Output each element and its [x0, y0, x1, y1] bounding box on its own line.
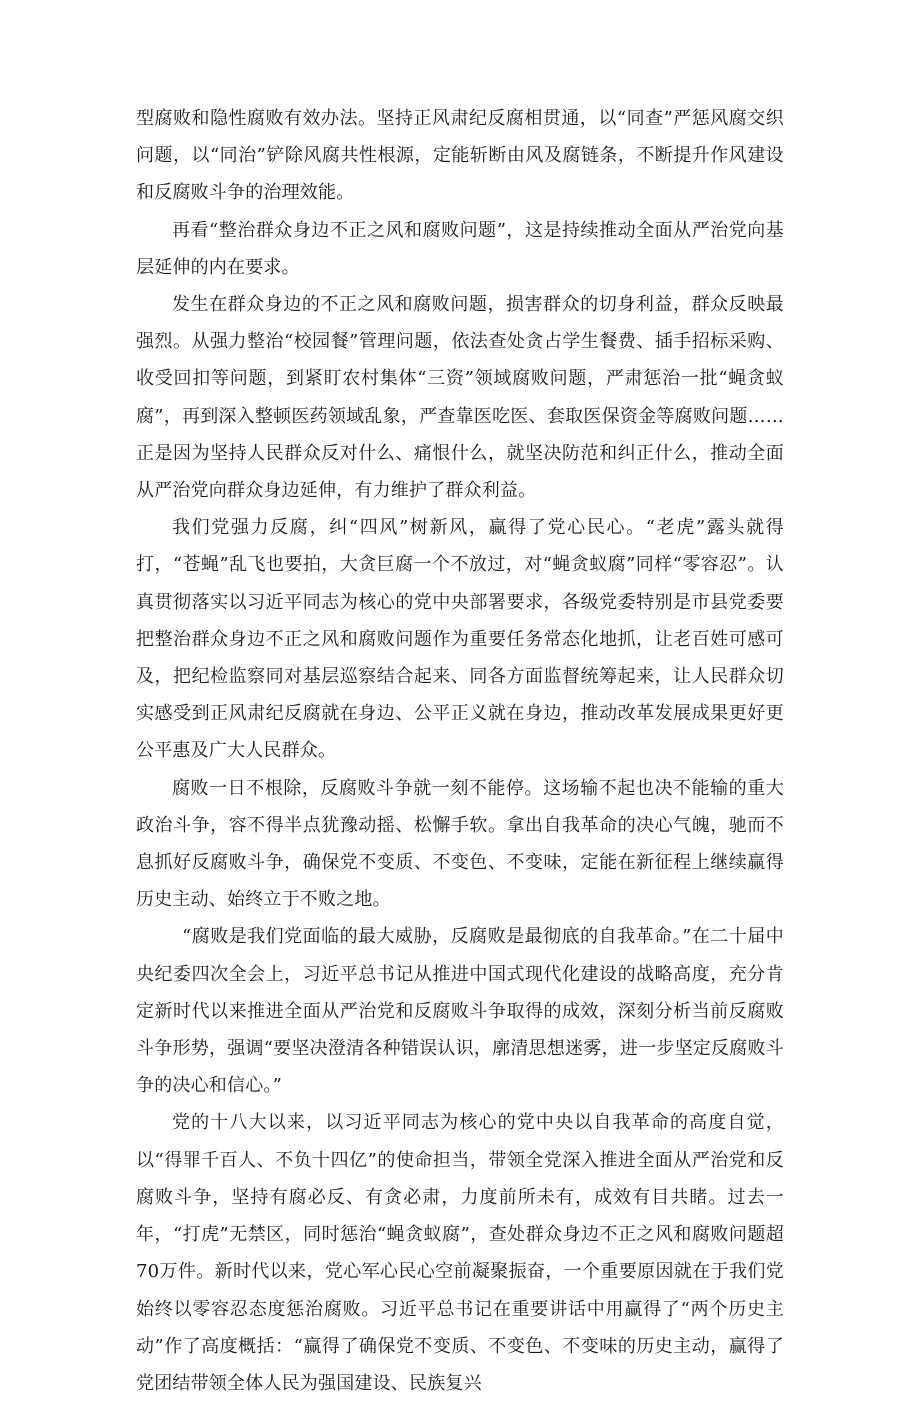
paragraph-6: “腐败是我们党面临的最大威胁，反腐败是最彻底的自我革命。”在二十届中央纪委四次全会上，习近平总书记从推进中国式现代化建设的战略高度，充分肯定新时代以来推进全面从严治党和反腐败斗争取得的成效，深刻分析当前反腐败斗争形势，强调“要坚决澄清各种错误认识，廓清思想迷雾，进一步坚定反腐败斗争的决心和信心。” — [136, 926, 784, 1097]
paragraph-1: 型腐败和隐性腐败有效办法。坚持正风肃纪反腐相贯通，以“同查”严惩风腐交织问题，以“同治”铲除风腐共性根源，定能斩断由风及腐链条，不断提升作风建设和反腐败斗争的治理效能。 — [136, 108, 784, 204]
paragraph-5: 腐败一日不根除，反腐败斗争就一刻不能停。这场输不起也决不能输的重大政治斗争，容不得半点犹豫动摇、松懈手软。拿出自我革命的决心气魄，驰而不息抓好反腐败斗争，确保党不变质、不变色、不变味，定能在新征程上继续赢得历史主动、始终立于不败之地。 — [136, 777, 784, 911]
paragraph-3: 发生在群众身边的不正之风和腐败问题，损害群众的切身利益，群众反映最强烈。从强力整治“校园餐”管理问题，依法查处贪占学生餐费、插手招标采购、收受回扣等问题，到紧盯农村集体“三资”领域腐败问题，严肃惩治一批“蝇贪蚁腐”，再到深入整顿医药领域乱象，严查靠医吃医、套取医保资金等腐败问题……正是因为坚持人民群众反对什么、痛恨什么，就坚决防范和纠正什么，推动全面从严治党向群众身边延伸，有力维护了群众利益。 — [136, 294, 784, 502]
paragraph-7: 党的十八大以来，以习近平同志为核心的党中央以自我革命的高度自觉，以“得罪千百人、不负十四亿”的使命担当，带领全党深入推进全面从严治党和反腐败斗争，坚持有腐必反、有贪必肃，力度前所未有，成效有目共睹。过去一年，“打虎”无禁区，同时惩治“蝇贪蚁腐”，查处群众身边不正之风和腐败问题超70万件。新时代以来，党心军心民心空前凝聚振奋，一个重要原因就在于我们党始终以零容忍态度惩治腐败。习近平总书记在重要讲话中用赢得了“两个历史主动”作了高度概括：“赢得了确保党不变质、不变色、不变味的历史主动，赢得了党团结带领全体人民为强国建设、民族复兴 — [136, 1112, 784, 1394]
paragraph-2: 再看“整治群众身边不正之风和腐败问题”，这是持续推动全面从严治党向基层延伸的内在要求。 — [136, 219, 784, 278]
paragraph-4: 我们党强力反腐，纠“四风”树新风，赢得了党心民心。“老虎”露头就得打，“苍蝇”乱飞也要拍，大贪巨腐一个不放过，对“蝇贪蚁腐”同样“零容忍”。认真贯彻落实以习近平同志为核心的党中央部署要求，各级党委特别是市县党委要把整治群众身边不正之风和腐败问题作为重要任务常态化地抓，让老百姓可感可及，把纪检监察同对基层巡察结合起来、同各方面监督统筹起来，让人民群众切实感受到正风肃纪反腐就在身边、公平正义就在身边，推动改革发展成果更好更公平惠及广大人民群众。 — [136, 517, 784, 762]
document-body — [136, 100, 784, 1402]
